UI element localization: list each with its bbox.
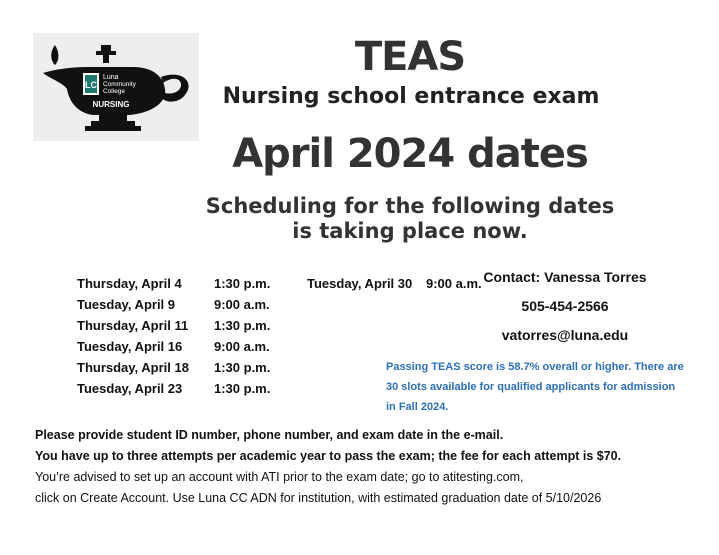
footer-line-2: You have up to three attempts per academic year to pass the exam; the fee for each attempt is $70.: [35, 449, 622, 463]
schedule-day: Tuesday, April 9: [77, 297, 176, 312]
note-line-3: in Fall 2024.: [386, 401, 449, 413]
note-line-2: 30 slots available for qualified applicants for admission: [386, 381, 676, 393]
schedule-time: 1:30 p.m.: [214, 276, 271, 291]
passing-score-note: [386, 357, 686, 417]
page-title: TEAS: [354, 34, 466, 80]
schedule-day: Tuesday, April 30: [307, 276, 413, 291]
schedule-time: 9:00 a.m.: [214, 297, 270, 312]
schedule-time: 9:00 a.m.: [426, 276, 482, 291]
schedule-time: 9:00 a.m.: [214, 339, 270, 354]
logo-nursing-label: NURSING: [92, 100, 130, 109]
schedule-day: Thursday, April 11: [77, 318, 189, 333]
logo-name-line2: Community: [103, 81, 136, 88]
scheduling-line-1: Scheduling for the following dates: [205, 194, 615, 218]
dates-heading: April 2024 dates: [232, 131, 588, 177]
scheduling-line-2: is taking place now.: [292, 219, 528, 243]
contact-phone: 505-454-2566: [521, 298, 609, 314]
logo-name-line3: College: [103, 88, 126, 95]
scheduling-notice: [150, 194, 670, 244]
nursing-lamp-logo: [33, 33, 199, 141]
logo-name-line1: Luna: [103, 74, 119, 81]
contact-email: vatorres@luna.edu: [501, 327, 629, 343]
page-subtitle: Nursing school entrance exam: [222, 84, 600, 109]
footer-line-4: click on Create Account. Use Luna CC ADN for institution, with estimated graduation date of 5/10/2026: [35, 491, 602, 505]
schedule-time: 1:30 p.m.: [214, 381, 271, 396]
note-line-1: Passing TEAS score is 58.7% overall or higher. There are: [386, 361, 684, 373]
schedule-time: 1:30 p.m.: [214, 318, 271, 333]
footer-line-1: Please provide student ID number, phone number, and exam date in the e-mail.: [35, 428, 504, 442]
logo-monogram: LC: [85, 80, 97, 90]
schedule-day: Tuesday, April 16: [77, 339, 183, 354]
schedule-time: 1:30 p.m.: [214, 360, 271, 375]
footer-line-3: You’re advised to set up an account with ATI prior to the exam date; go to atitesting.com,: [35, 470, 524, 484]
oil-lamp-icon: [33, 33, 199, 141]
schedule-day: Tuesday, April 23: [77, 381, 183, 396]
schedule-day: Thursday, April 4: [77, 276, 182, 291]
contact-name: Contact: Vanessa Torres: [483, 269, 647, 285]
schedule-day: Thursday, April 18: [77, 360, 189, 375]
